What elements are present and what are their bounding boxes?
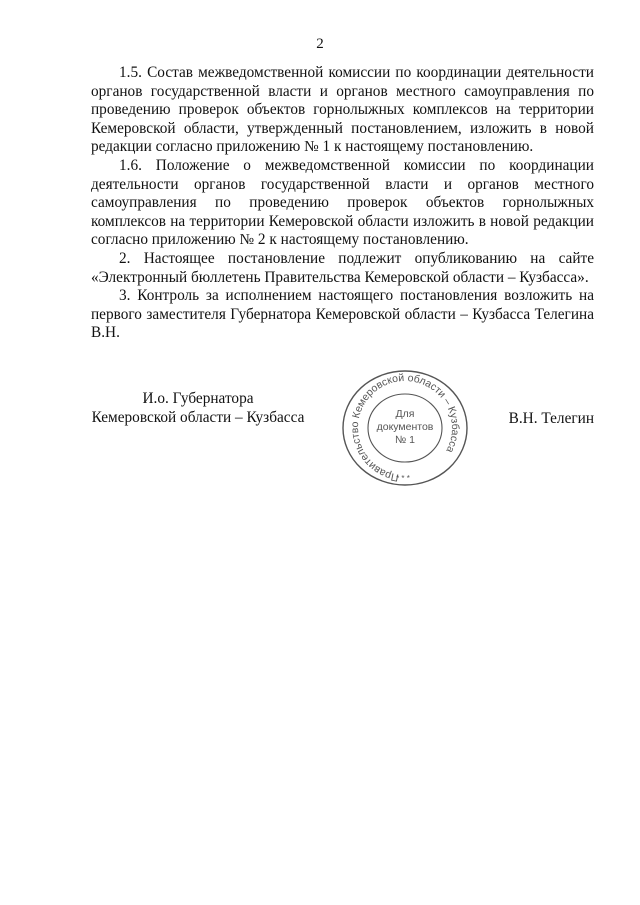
paragraph-2: 2. Настоящее постановление подлежит опубликованию на сайте «Электронный бюллетень Правительства Кемеровской области – Кузбасса». [91, 249, 594, 286]
seal-stars: * * * [396, 474, 410, 483]
paragraph-1-6: 1.6. Положение о межведомственной комиссии по координации деятельности органов государственной власти и органов местного самоуправления по проведению проверок объектов горнолыжных комплексов на территории Кемеровской области изложить в новой редакции согласно приложению № 2 к настоящему постановлению. [91, 156, 594, 249]
signatory-name: В.Н. Телегин [508, 410, 594, 427]
official-seal [337, 367, 473, 489]
seal-ring-text: Правительство Кемеровской области – Кузбасса [348, 371, 462, 484]
page-number: 2 [316, 36, 324, 52]
paragraph-3: 3. Контроль за исполнением настоящего постановления возложить на первого заместителя Губернатора Кемеровской области – Кузбасса Телегина В.Н. [91, 287, 594, 342]
seal-center-line2: документов [376, 421, 434, 433]
signatory-position-line2: Кемеровской области – Кузбасса [91, 408, 305, 426]
seal-icon [337, 367, 473, 489]
signatory-position [88, 390, 308, 427]
seal-center-line1: Для [395, 408, 415, 420]
seal-center-line3: № 1 [394, 434, 416, 446]
signatory-position-line1: И.о. Губернатора [142, 390, 254, 407]
paragraph-1-5: 1.5. Состав межведомственной комиссии по координации деятельности органов государственной власти и органов местного самоуправления по проведению проверок объектов горнолыжных комплексов на территории Кемеровской области, утвержденный постановлением, изложить в новой редакции согласно приложению № 1 к настоящему постановлению. [91, 64, 594, 156]
document-body [91, 64, 594, 343]
